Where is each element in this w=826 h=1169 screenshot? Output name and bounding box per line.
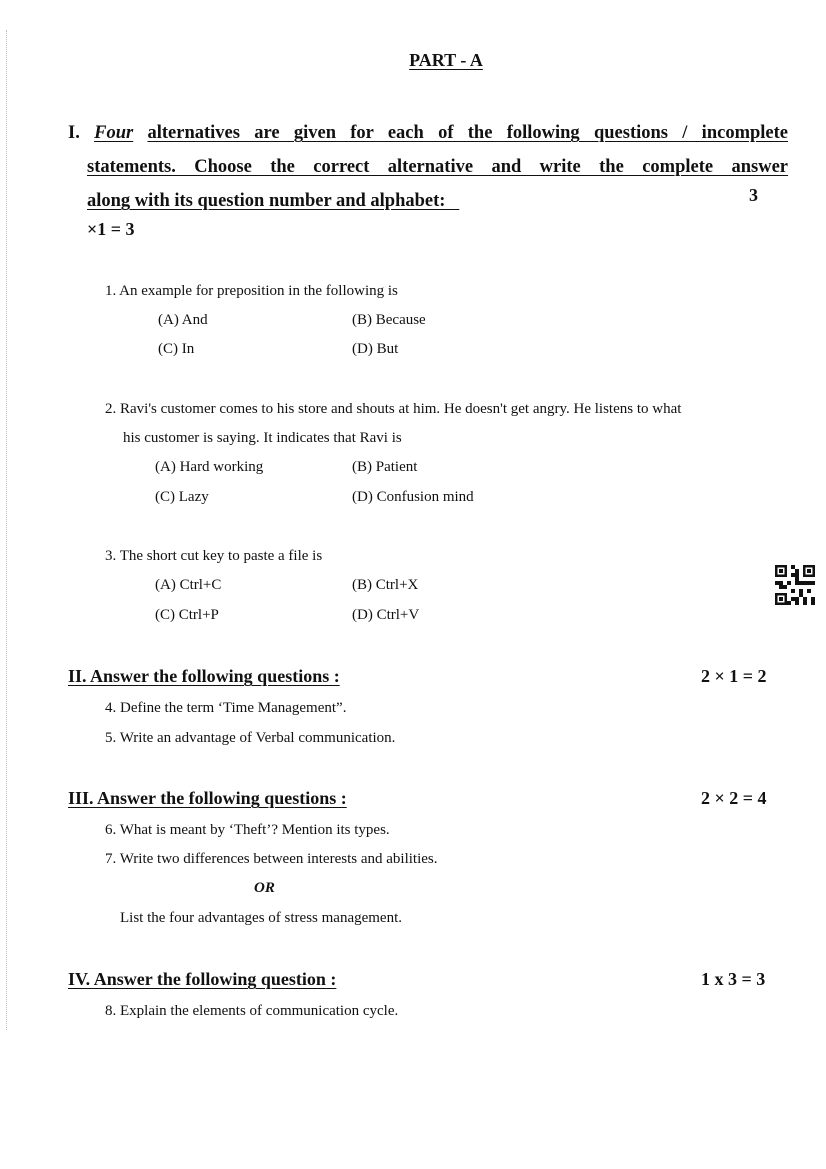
question-2-option-c: (C) Lazy: [155, 489, 209, 505]
question-2-stem-line-1: 2. Ravi's customer comes to his store and shouts at him. He doesn't get angry. He listens to what: [105, 401, 682, 417]
or-separator: OR: [254, 880, 275, 896]
question-1-option-d: (D) But: [352, 341, 399, 357]
section-1-marks-a: 3: [749, 185, 758, 205]
section-1-line-3: [68, 184, 788, 218]
question-3-stem: 3. The short cut key to paste a file is: [105, 548, 323, 564]
question-7-alternative: List the four advantages of stress management.: [120, 910, 402, 926]
question-3-option-d: (D) Ctrl+V: [352, 607, 420, 623]
section-1-lead-word: Four: [94, 123, 134, 143]
section-1-line-3-text: along with its question number and alphabet:: [87, 191, 446, 211]
section-1-instructions: [68, 116, 788, 218]
question-2-option-a: (A) Hard working: [155, 459, 264, 475]
question-3-option-a: (A) Ctrl+C: [155, 577, 222, 593]
qr-code-icon: [775, 565, 815, 605]
section-4-marks: 1 x 3 = 3: [701, 969, 766, 989]
section-1-marks-b: ×1 = 3: [87, 219, 135, 239]
question-1-option-b: (B) Because: [352, 312, 426, 328]
section-3-marks: 2 × 2 = 4: [701, 788, 767, 808]
section-1-line-2: statements. Choose the correct alternative and write the complete answer: [87, 157, 788, 177]
section-3-heading: III. Answer the following questions :: [68, 788, 347, 808]
question-4: 4. Define the term ‘Time Management”.: [105, 700, 347, 716]
question-7: 7. Write two differences between interests and abilities.: [105, 851, 438, 867]
question-3-option-b: (B) Ctrl+X: [352, 577, 419, 593]
question-2-option-b: (B) Patient: [352, 459, 418, 475]
question-1-stem: 1. An example for preposition in the following is: [105, 283, 398, 299]
question-2-stem-line-2: his customer is saying. It indicates that Ravi is: [123, 430, 402, 446]
section-4-heading: IV. Answer the following question :: [68, 969, 337, 989]
question-1-option-c: (C) In: [158, 341, 195, 357]
section-2-marks: 2 × 1 = 2: [701, 666, 767, 686]
section-1-line-1: [68, 116, 788, 150]
question-3-option-c: (C) Ctrl+P: [155, 607, 219, 623]
question-1-option-a: (A) And: [158, 312, 208, 328]
section-1-line-1-rest: alternatives are given for each of the following questions / incomplete: [147, 123, 788, 143]
section-2-heading: II. Answer the following questions :: [68, 666, 340, 686]
question-2-option-d: (D) Confusion mind: [352, 489, 474, 505]
section-1-roman: I.: [68, 123, 80, 143]
part-title: PART - A: [409, 50, 483, 70]
question-5: 5. Write an advantage of Verbal communication.: [105, 730, 396, 746]
question-6: 6. What is meant by ‘Theft’? Mention its types.: [105, 822, 390, 838]
question-8: 8. Explain the elements of communication cycle.: [105, 1003, 399, 1019]
left-margin-border: [6, 30, 7, 1030]
